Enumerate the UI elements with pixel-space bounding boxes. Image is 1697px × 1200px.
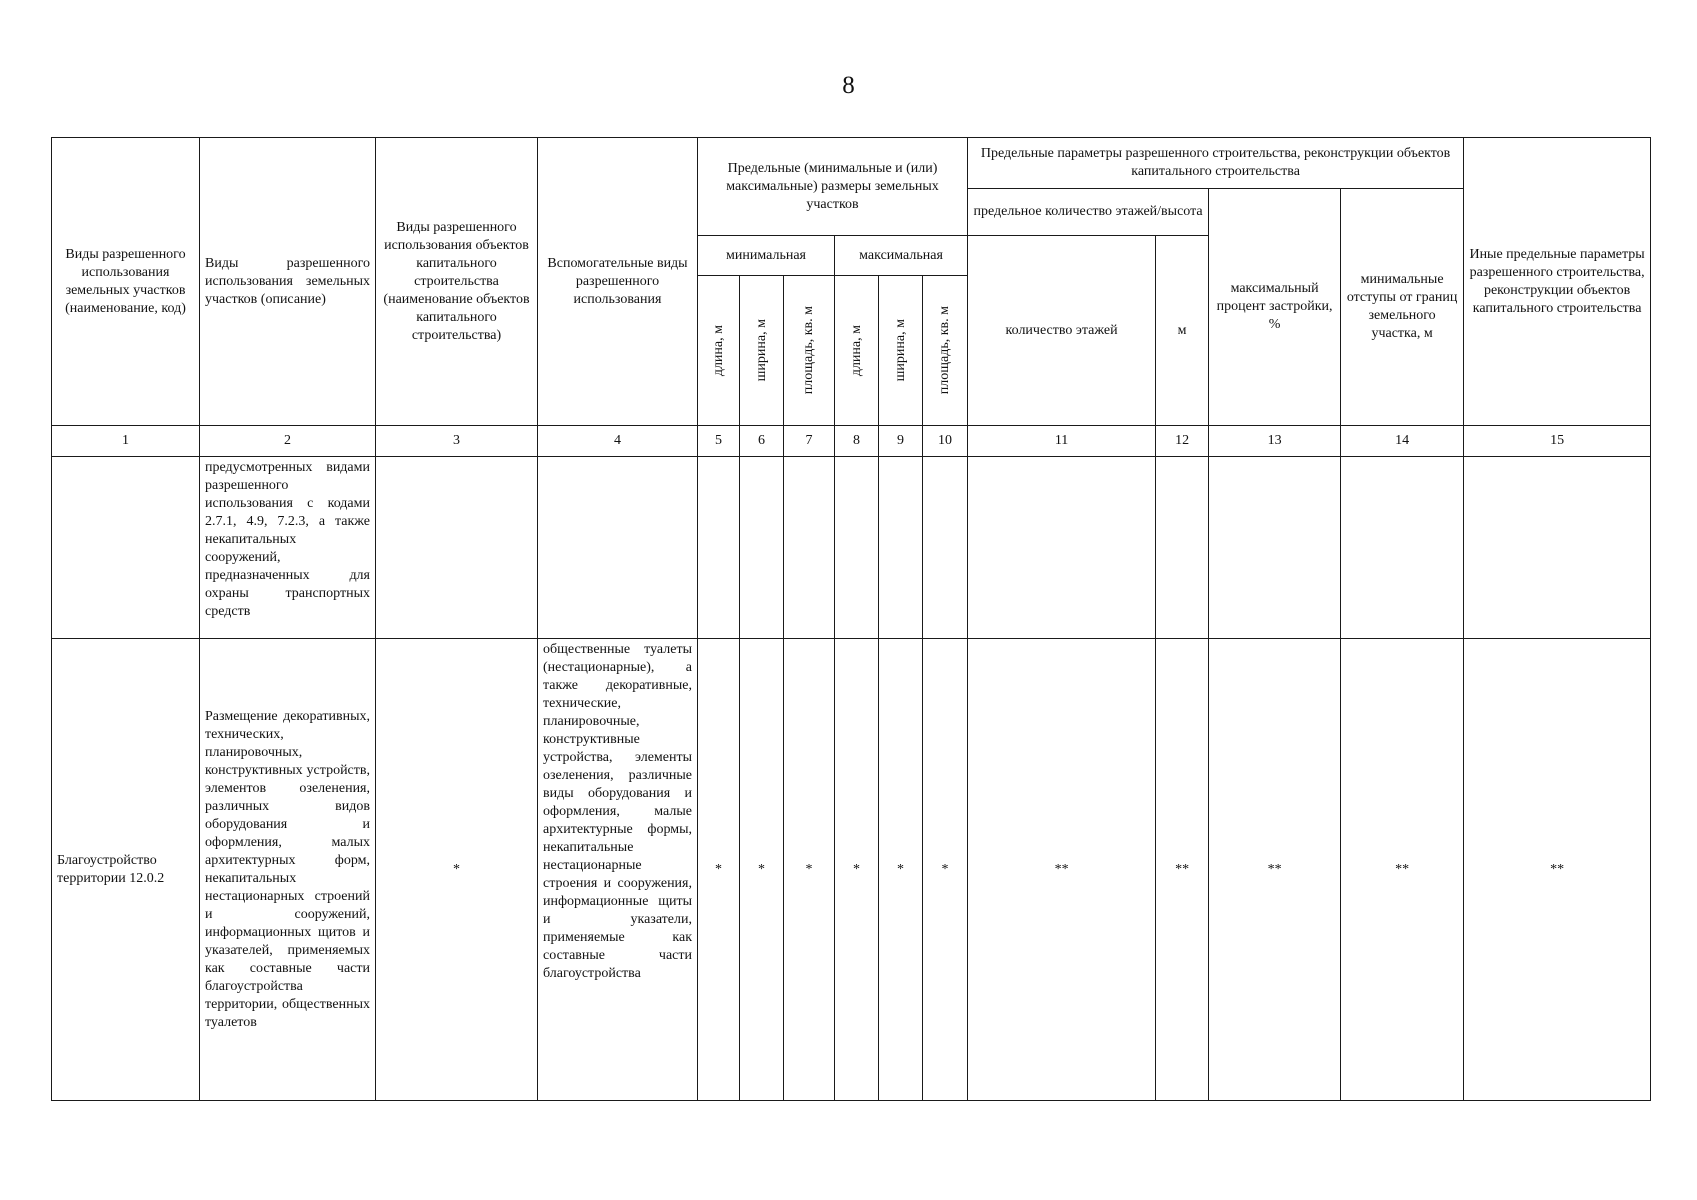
column-number-row xyxy=(52,426,1651,457)
table-cell xyxy=(1464,457,1651,639)
max-percent-cell: ** xyxy=(1209,639,1341,1101)
column-number: 4 xyxy=(538,426,698,457)
header-col3: Виды разрешенного использования объектов капитального строительства (наименование объектов капитального строительства) xyxy=(376,138,538,426)
table-cell xyxy=(968,457,1156,639)
min-length-cell: * xyxy=(698,639,740,1101)
header-col1: Виды разрешенного использования земельных участков (наименование, код) xyxy=(52,138,200,426)
table-cell xyxy=(923,457,968,639)
column-number: 6 xyxy=(740,426,784,457)
header-floors-height: предельное количество этажей/высота xyxy=(968,189,1209,236)
table-cell xyxy=(698,457,740,639)
min-area-cell: * xyxy=(784,639,835,1101)
table-cell xyxy=(784,457,835,639)
column-number: 11 xyxy=(968,426,1156,457)
min-width-cell: * xyxy=(740,639,784,1101)
column-number: 8 xyxy=(835,426,879,457)
max-width-cell: * xyxy=(879,639,923,1101)
header-floor-count: количество этажей xyxy=(968,236,1156,426)
header-col2: Виды разрешенного использования земельных участков (описание) xyxy=(200,138,376,426)
header-maximum: максимальная xyxy=(835,236,968,276)
header-col4: Вспомогательные виды разрешенного использования xyxy=(538,138,698,426)
column-number: 7 xyxy=(784,426,835,457)
header-min-width: ширина, м xyxy=(753,319,769,382)
table-row xyxy=(52,639,1651,1101)
column-number: 1 xyxy=(52,426,200,457)
column-number: 14 xyxy=(1341,426,1464,457)
header-max-area: площадь, кв. м xyxy=(937,306,953,395)
auxiliary-uses-cell: общественные туалеты (нестационарные), а также декоративные, технические, планировочные, конструктивные устройства, элементы озеленения, различные виды оборудования и оформления, малые архитектурные формы, некапитальные нестационарные строения и сооружения, информационные щиты и указатели, применяемые как составные части благоустройства xyxy=(538,639,698,1101)
header-land-size-limits: Предельные (минимальные и (или) максимальные) размеры земельных участков xyxy=(698,138,968,236)
header-min-length: длина, м xyxy=(710,324,726,377)
header-min-setback: минимальные отступы от границ земельного участка, м xyxy=(1341,189,1464,426)
table-cell xyxy=(1209,457,1341,639)
header-min-area: площадь, кв. м xyxy=(801,306,816,395)
header-construction-limits: Предельные параметры разрешенного строительства, реконструкции объектов капитального строительства xyxy=(968,138,1464,189)
page-number: 8 xyxy=(842,72,855,99)
column-number: 13 xyxy=(1209,426,1341,457)
table-cell xyxy=(52,457,200,639)
table-cell xyxy=(835,457,879,639)
max-area-cell: * xyxy=(923,639,968,1101)
header-max-width: ширина, м xyxy=(892,319,908,382)
table-cell xyxy=(1341,457,1464,639)
use-description-cell: предусмотренных видами разрешенного использования с кодами 2.7.1, 4.9, 7.2.3, а также некапитальных сооружений, предназначенных для охраны транспортных средств xyxy=(200,457,376,639)
table-row xyxy=(52,457,1651,639)
use-name-cell: Благоустройство территории 12.0.2 xyxy=(52,639,200,1101)
table-cell xyxy=(538,457,698,639)
header-minimum: минимальная xyxy=(698,236,835,276)
column-number: 5 xyxy=(698,426,740,457)
column-number: 3 xyxy=(376,426,538,457)
column-number: 12 xyxy=(1156,426,1209,457)
header-meters: м xyxy=(1156,236,1209,426)
other-params-cell: ** xyxy=(1464,639,1651,1101)
column-number: 10 xyxy=(923,426,968,457)
column-number: 2 xyxy=(200,426,376,457)
table-cell xyxy=(879,457,923,639)
table-cell xyxy=(740,457,784,639)
height-meters-cell: ** xyxy=(1156,639,1209,1101)
table-cell xyxy=(1156,457,1209,639)
header-row-1 xyxy=(52,138,1651,189)
table-cell xyxy=(376,457,538,639)
zoning-regulations-table xyxy=(51,137,1651,1101)
use-description-cell: Размещение декоративных, технических, планировочных, конструктивных устройств, элементов озеленения, различных видов оборудования и оформления, малых архитектурных форм, некапитальных нестационарных строений и сооружений, информационных щитов и указателей, применяемых как составные части благоустройства территории, общественных туалетов xyxy=(200,639,376,1101)
capital-objects-cell: * xyxy=(376,639,538,1101)
floor-count-cell: ** xyxy=(968,639,1156,1101)
column-number: 15 xyxy=(1464,426,1651,457)
header-other-params: Иные предельные параметры разрешенного строительства, реконструкции объектов капитального строительства xyxy=(1464,138,1651,426)
header-max-percent: максимальный процент застройки, % xyxy=(1209,189,1341,426)
column-number: 9 xyxy=(879,426,923,457)
max-length-cell: * xyxy=(835,639,879,1101)
header-max-length: длина, м xyxy=(848,324,864,377)
min-setback-cell: ** xyxy=(1341,639,1464,1101)
